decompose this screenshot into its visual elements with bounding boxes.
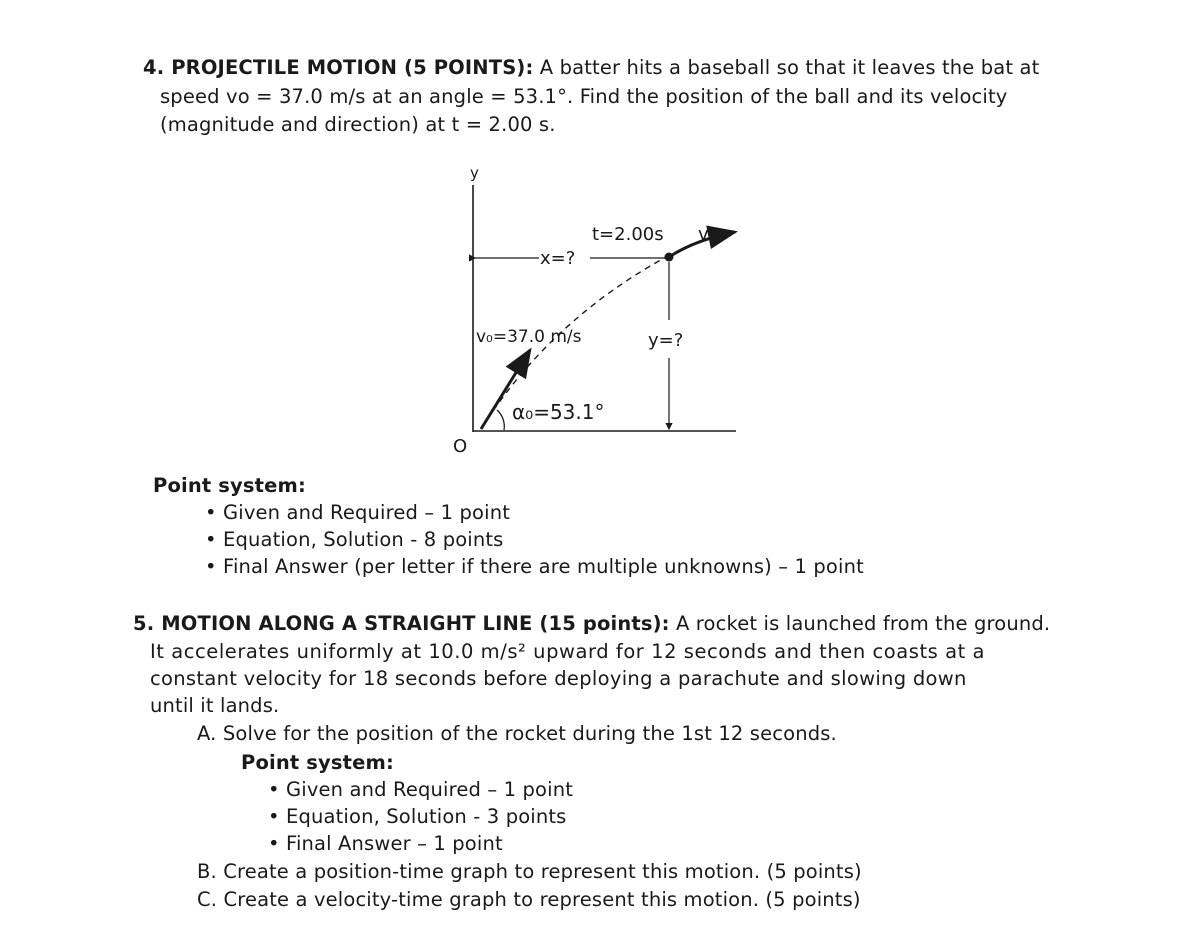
q5-point-item-3: • Final Answer – 1 point	[268, 832, 503, 856]
q5-point-item-2: • Equation, Solution - 3 points	[268, 805, 567, 829]
q4-line-2: speed vo = 37.0 m/s at an angle = 53.1°. Find the position of the ball and its velocity	[160, 85, 1008, 108]
q5-line-4: until it lands.	[150, 694, 280, 717]
q4-text-1: A batter hits a baseball so that it leaves the bat at	[533, 56, 1040, 79]
q4-point-system-title: Point system:	[153, 474, 306, 497]
q5-line-3: constant velocity for 18 seconds before deploying a parachute and slowing down	[150, 667, 967, 690]
q5-line-2: It accelerates uniformly at 10.0 m/s² upward for 12 seconds and then coasts at a	[150, 640, 986, 663]
q4-point-item-3: • Final Answer (per letter if there are multiple unknowns) – 1 point	[205, 555, 864, 579]
velocity-label: v	[698, 224, 709, 245]
angle-arc	[497, 410, 504, 430]
q5-point-item-1: • Given and Required – 1 point	[268, 778, 573, 802]
v0-label: v₀=37.0 m/s	[476, 327, 582, 347]
y-axis-label: y	[470, 164, 479, 182]
y-unknown-label: y=?	[648, 330, 684, 351]
time-label: t=2.00s	[592, 224, 664, 245]
q4-heading: 4. PROJECTILE MOTION (5 POINTS):	[143, 56, 534, 79]
q5-text-1: A rocket is launched from the ground.	[669, 612, 1051, 635]
q5-part-c: C. Create a velocity-time graph to represent this motion. (5 points)	[197, 888, 861, 911]
x-unknown-label: x=?	[540, 248, 576, 269]
q5-line-1	[133, 612, 1050, 636]
projectile-diagram	[440, 160, 750, 460]
q4-point-item-2: • Equation, Solution - 8 points	[205, 528, 504, 552]
q4-point-item-1: • Given and Required – 1 point	[205, 501, 510, 525]
q4-line-3: (magnitude and direction) at t = 2.00 s.	[160, 113, 556, 136]
q5-part-b: B. Create a position-time graph to represent this motion. (5 points)	[197, 860, 862, 883]
angle-label: α₀=53.1°	[512, 400, 605, 424]
q4-line-1	[143, 56, 1039, 80]
q5-heading: 5. MOTION ALONG A STRAIGHT LINE (15 points):	[133, 612, 670, 635]
q5-point-system-title: Point system:	[241, 751, 394, 774]
origin-label: O	[453, 436, 468, 457]
q5-part-a: A. Solve for the position of the rocket during the 1st 12 seconds.	[197, 722, 837, 745]
